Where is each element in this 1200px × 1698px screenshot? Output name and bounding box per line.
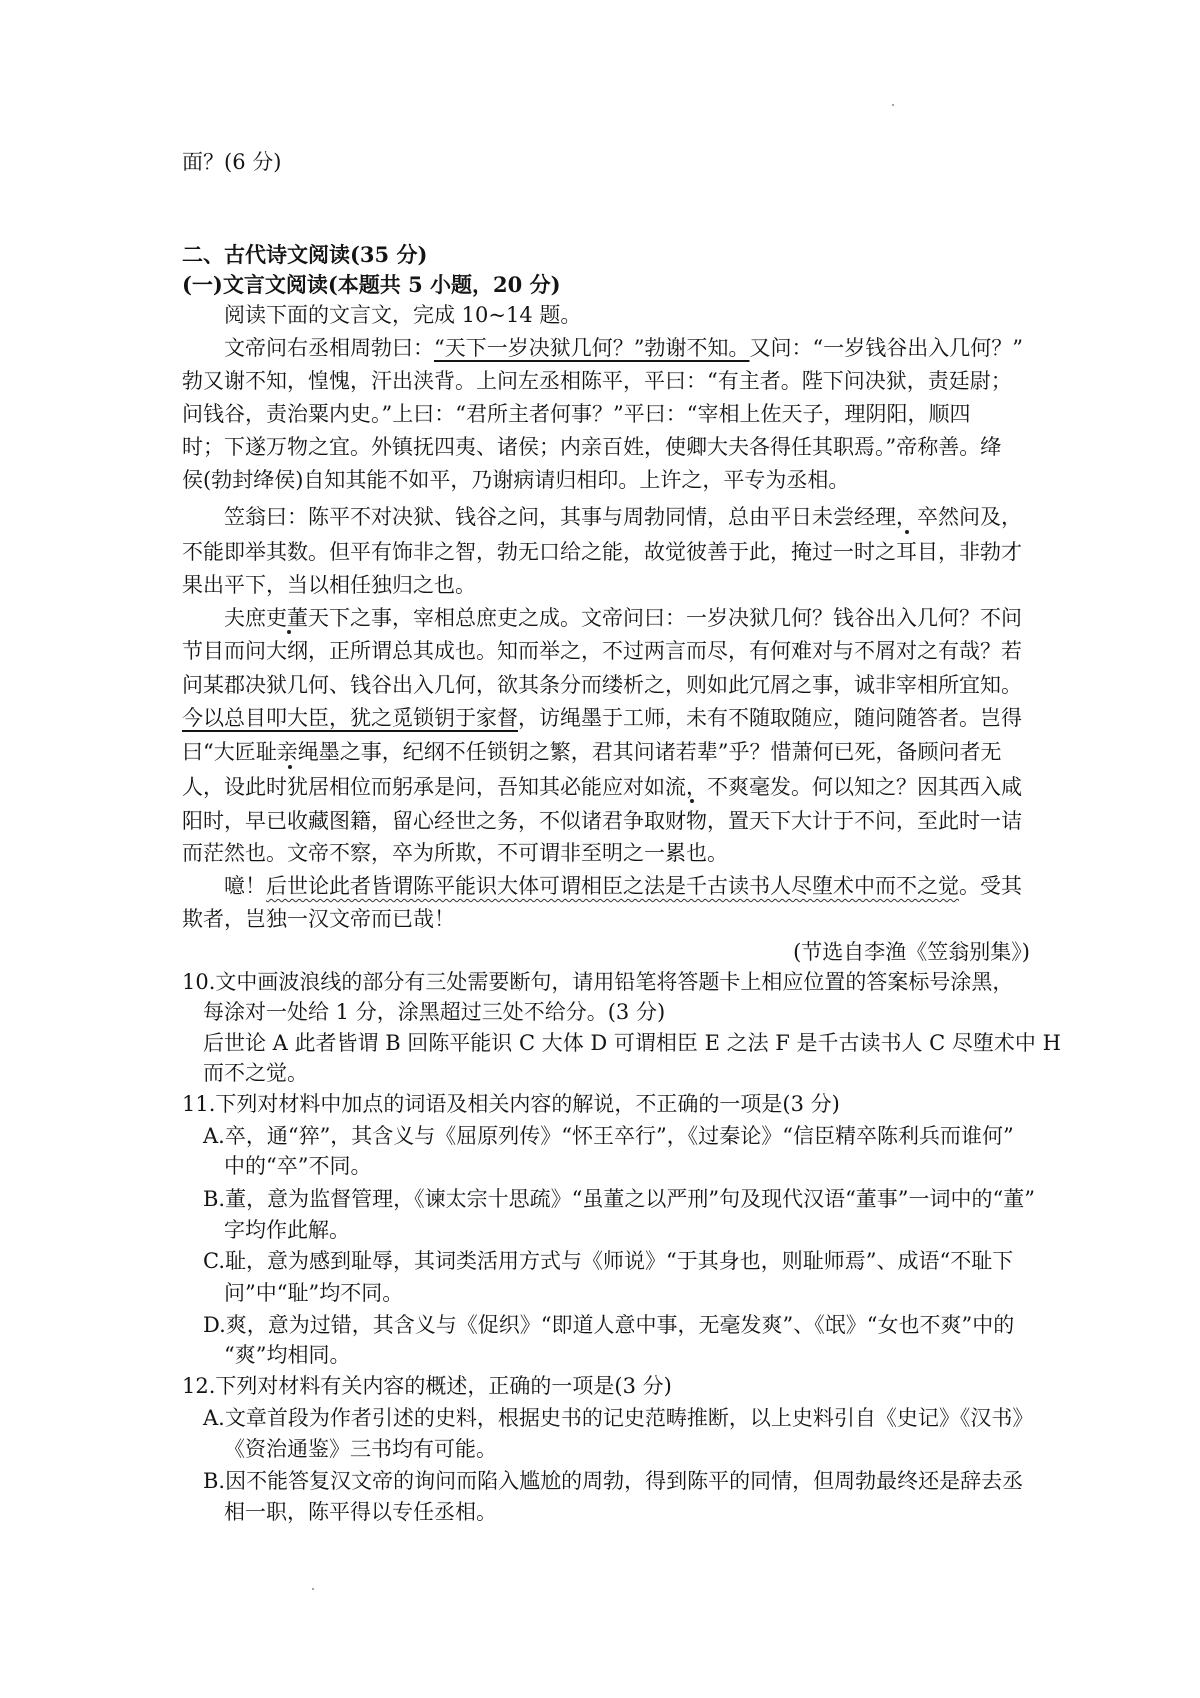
passage-line: 时；下遂万物之宜。外镇抚四夷、诸侯；内亲百姓，使卿大夫各得任其职焉。”帝称善。绛 — [182, 435, 1002, 459]
underlined-text: 今以总目叩大臣，犹之觅锁钥于家督 — [182, 706, 518, 730]
passage-line: 不能即举其数。但平有饰非之智，勃无口给之能，故觉彼善于此，掩过一时之耳目，非勃才 — [182, 540, 1022, 564]
continued-question-tail: 面？(6 分) — [182, 150, 282, 174]
passage-line: 人，设此时犹居相位而躬承是问，吾知其必能应对如流，不爽毫发。何以知之？因其西入咸 — [182, 775, 1022, 799]
option-b: B.因不能答复汉文帝的询问而陷入尴尬的周勃，得到陈平的同情，但周勃最终还是辞去丞 — [203, 1469, 1024, 1493]
subsection-title: (一)文言文阅读(本题共 5 小题，20 分) — [182, 272, 561, 297]
instruction: 阅读下面的文言文，完成 10~14 题。 — [224, 303, 582, 327]
scan-speck — [312, 1588, 314, 1590]
option-b: 相一职，陈平得以专任丞相。 — [224, 1500, 497, 1524]
underlined-text: “天下一岁决狱几何？”勃谢不知。 — [434, 336, 750, 360]
source-citation: (节选自李渔《笠翁别集》) — [793, 940, 1030, 964]
question-10-sentence: 后世论 A 此者皆谓 B 回陈平能识 C 大体 D 可谓相臣 E 之法 F 是千古读书人 C 尽堕术中 H — [203, 1031, 1061, 1055]
passage-line: 阳时，早已收藏图籍，留心经世之务，不似诸君争取财物，置天下大计于不问，至此时一诘 — [182, 809, 1022, 833]
option-a: 中的“卒”不同。 — [224, 1154, 372, 1178]
passage-line: 笠翁曰：陈平不对决狱、钱谷之问，其事与周勃同情，总由平日未尝经理，卒然问及， — [224, 505, 1022, 529]
wavy-underlined-text: 后世论此者皆谓陈平能识大体可谓相臣之法是千古读书人尽堕术中而不之觉 — [266, 874, 959, 898]
passage-line: 问钱谷，责治粟内史。”上曰：“君所主者何事？”平曰：“宰相上佐天子，理阴阳，顺四 — [182, 402, 971, 426]
passage-text: 。受其 — [959, 874, 1022, 898]
option-a: A.卒，通“猝”，其含义与《屈原列传》“怀王卒行”，《过秦论》“信臣精卒陈利兵而谁何” — [203, 1124, 1014, 1148]
option-c: C.耻，意为感到耻辱，其词类活用方式与《师说》“于其身也，则耻师焉”、成语“不耻下 — [203, 1249, 1014, 1273]
question-10-stem: 10.文中画波浪线的部分有三处需要断句，请用铅笔将答题卡上相应位置的答案标号涂黑， — [182, 970, 1014, 994]
question-12-stem: 12.下列对材料有关内容的概述，正确的一项是(3 分) — [182, 1374, 672, 1398]
option-d: “爽”均相同。 — [224, 1343, 351, 1367]
passage-line: 欺者，岂独一汉文帝而已哉！ — [182, 907, 455, 931]
passage-line — [182, 703, 1022, 733]
passage-line: 勃又谢不知，惶愧，汗出浃背。上问左丞相陈平，平曰：“有主者。陛下问决狱，责廷尉； — [182, 369, 1012, 393]
passage-line: 夫庶吏董天下之事，宰相总庶吏之成。文帝问曰：一岁决狱几何？钱谷出入几何？不问 — [224, 606, 1022, 630]
question-10-stem: 每涂对一处给 1 分，涂黑超过三处不给分。(3 分) — [203, 1000, 666, 1024]
option-c: 问”中“耻”均不同。 — [224, 1281, 404, 1305]
scan-speck — [892, 104, 894, 106]
passage-text: 文帝问右丞相周勃曰： — [224, 336, 434, 360]
passage-line: 问某郡决狱几何、钱谷出入几何，欲其条分而缕析之，则如此冗屑之事，诚非宰相所宜知。 — [182, 673, 1022, 697]
passage-line: 曰“大匠耻亲绳墨之事，纪纲不任锁钥之繁，君其问诸若辈”乎？惜萧何已死，备顾问者无 — [182, 740, 1002, 764]
question-11-stem: 11.下列对材料中加点的词语及相关内容的解说，不正确的一项是(3 分) — [182, 1092, 840, 1116]
passage-line: 节目而问大纲，正所谓总其成也。知而举之，不过两言而尽，有何难对与不屑对之有哉？若 — [182, 639, 1022, 663]
passage-text: 又问：“一岁钱谷出入几何？” — [749, 336, 1023, 360]
emphasis-dot — [690, 799, 694, 803]
option-d: D.爽，意为过错，其含义与《促织》“即道人意中事，无毫发爽”、《氓》“女也不爽”中的 — [203, 1313, 1015, 1337]
question-10-sentence: 而不之觉。 — [203, 1061, 308, 1085]
emphasis-dot — [288, 765, 292, 769]
passage-line: 而茫然也。文帝不察，卒为所欺，不可谓非至明之一累也。 — [182, 841, 728, 865]
option-b: 字均作此解。 — [224, 1218, 350, 1242]
emphasis-dot — [287, 630, 291, 634]
passage-line — [224, 333, 1023, 363]
passage-line: 侯(勃封绛侯)自知其能不如平，乃谢病请归相印。上许之，平专为丞相。 — [182, 468, 850, 492]
passage-line — [224, 871, 1022, 901]
section-title: 二、古代诗文阅读(35 分) — [182, 242, 428, 267]
passage-text: ，访绳墨于工师，未有不随取随应，随问随答者。岂得 — [518, 706, 1022, 730]
passage-line: 果出平下，当以相任独归之也。 — [182, 573, 476, 597]
passage-text: 噫！ — [224, 874, 266, 898]
option-a: 《资治通鉴》三书均有可能。 — [224, 1437, 497, 1461]
option-b: B.董，意为监督管理，《谏太宗十思疏》“虽董之以严刑”句及现代汉语“董事”一词中的“董” — [203, 1187, 1036, 1211]
option-a: A.文章首段为作者引述的史料，根据史书的记史范畴推断，以上史料引自《史记》《汉书》 — [203, 1406, 1034, 1430]
emphasis-dot — [905, 530, 909, 534]
